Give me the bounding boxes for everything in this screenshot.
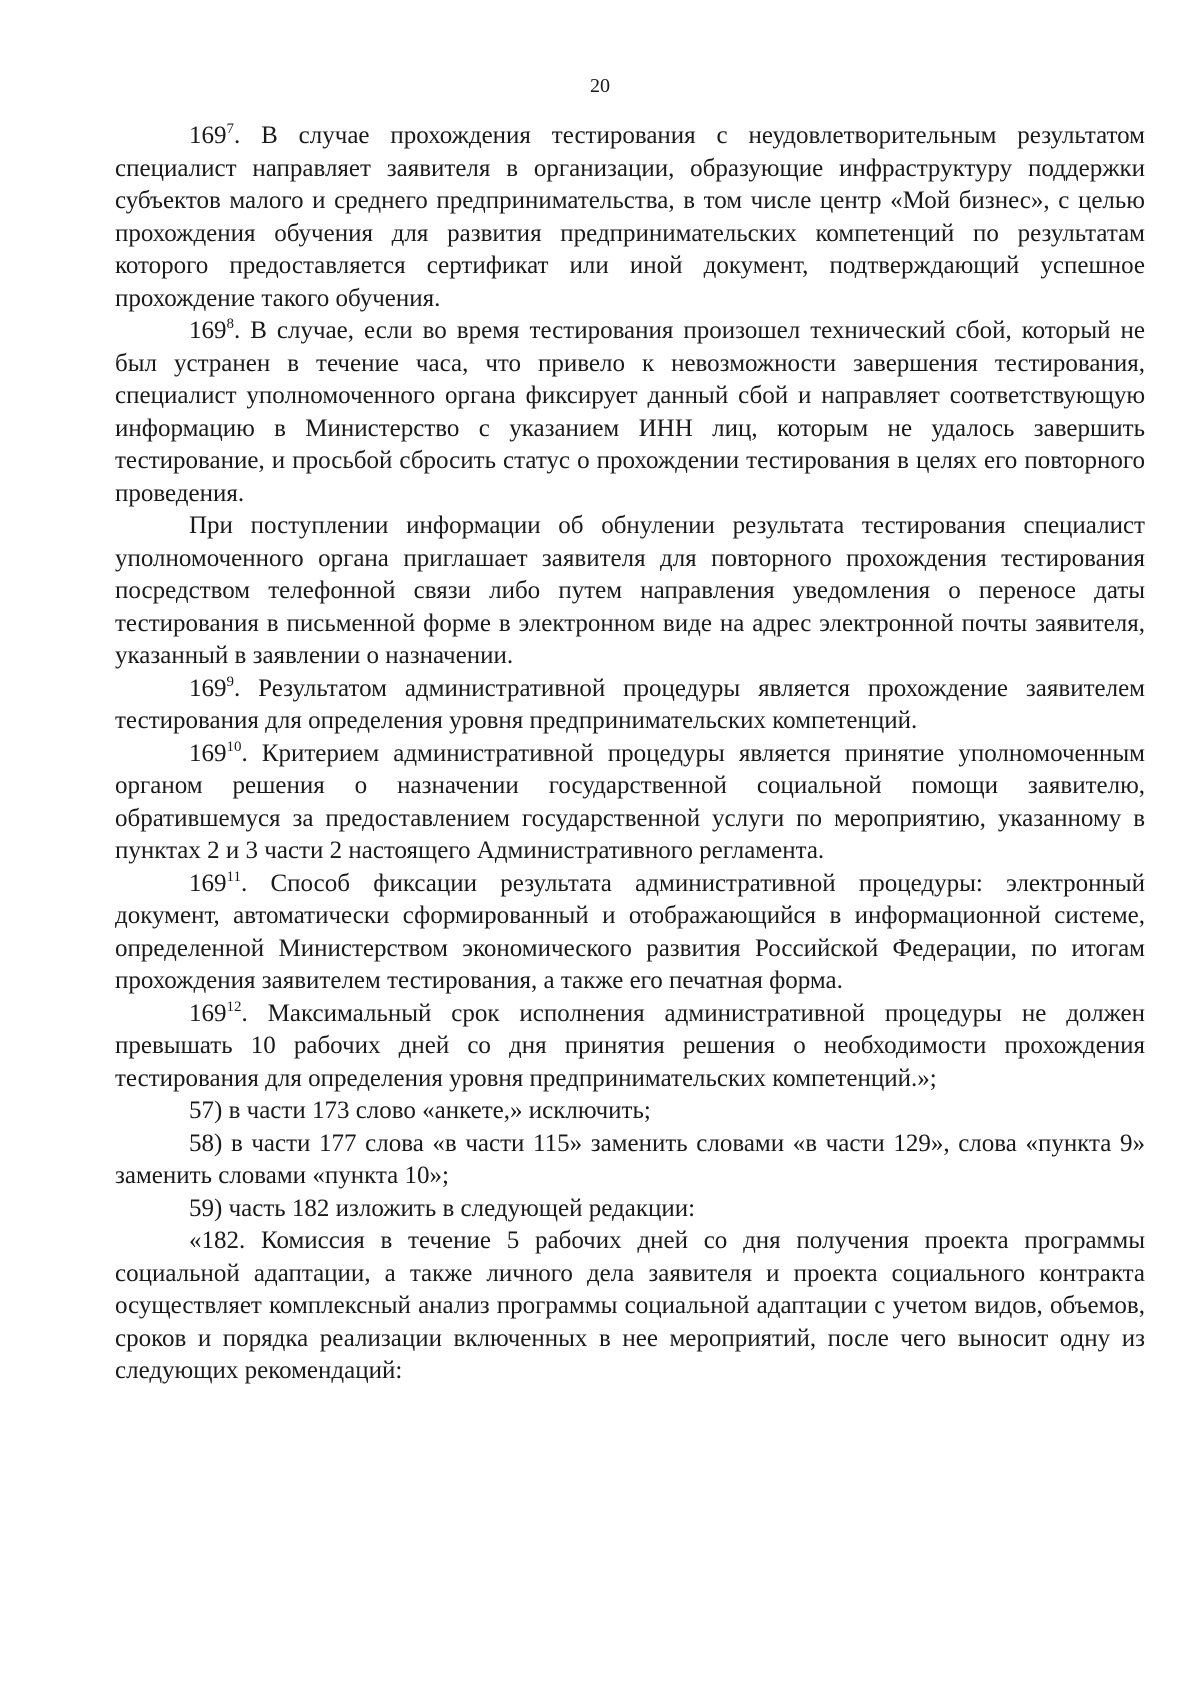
paragraph-part-182 [115, 1225, 1145, 1388]
paragraph-text: «182. Комиссия в течение 5 рабочих дней со дня получения проекта программы социальной адаптации, а также личного дела заявителя и проекта социального контракта осуществляет комплексный анализ программы социальной адаптации с учетом видов, объемов, сроков и порядка реализации включенных в нее мероприятий, после чего выносит одну из следующих рекомендаций: [115, 1227, 1145, 1384]
paragraph-169-7 [115, 120, 1145, 315]
clause-superscript: 11 [226, 868, 241, 885]
paragraph-retest-notice [115, 510, 1145, 673]
clause-number: 169 [189, 317, 227, 344]
clause-superscript: 10 [226, 738, 242, 755]
clause-number: 169 [189, 739, 227, 767]
paragraph-text: . В случае прохождения тестирования с неудовлетворительным результатом специалист направляет заявителя в организации, образующие инфраструктуру поддержки субъектов малого и среднего предпринимательства, в том числе центр «Мой бизнес», с целью прохождения обучения для развития предпринимательских компетенций по результатам которого предоставляется сертификат или иной документ, подтверждающий успешное прохождение такого обучения. [115, 122, 1145, 312]
paragraph-text: . В случае, если во время тестирования произошел технический сбой, который не был устранен в течение часа, что привело к невозможности завершения тестирования, специалист уполномоченного органа фиксирует данный сбой и направляет соответствующую информацию в Министерство с указанием ИНН лиц, которым не удалось завершить тестирование, и просьбой сбросить статус о прохождении тестирования в целях его повторного проведения. [115, 317, 1145, 507]
paragraph-169-12 [115, 998, 1145, 1096]
paragraph-text: . Результатом административной процедуры является прохождение заявителем тестирования для определения уровня предпринимательских компетенций. [115, 674, 1145, 734]
clause-superscript: 7 [226, 121, 234, 137]
clause-superscript: 12 [226, 998, 242, 1015]
clause-number: 169 [189, 869, 227, 897]
paragraph-text: 59) часть 182 изложить в следующей редакции: [189, 1194, 696, 1222]
paragraph-text: 57) в части 173 слово «анкете,» исключить; [189, 1097, 651, 1124]
paragraph-169-11 [115, 868, 1145, 998]
clause-superscript: 8 [226, 316, 234, 332]
paragraph-item-59 [115, 1193, 1145, 1226]
paragraph-169-10 [115, 738, 1145, 868]
paragraph-text: . Максимальный срок исполнения административной процедуры не должен превышать 10 рабочих дней со дня принятия решения о необходимости прохождения тестирования для определения уровня предпринимательских компетенций.»; [115, 999, 1145, 1092]
clause-superscript: 9 [226, 673, 234, 690]
page-number: 20 [590, 75, 610, 97]
paragraph-169-9 [115, 673, 1145, 738]
paragraph-text: . Способ фиксации результата административной процедуры: электронный документ, автоматически сформированный и отображающийся в информационной системе, определенной Министерством экономического развития Российской Федерации, по итогам прохождения заявителем тестирования, а также его печатная форма. [115, 869, 1145, 994]
document-body [115, 120, 1145, 1388]
paragraph-text: 58) в части 177 слова «в части 115» заменить словами «в части 129», слова «пункта 9» заменить словами «пункта 10»; [115, 1129, 1145, 1189]
paragraph-item-57 [115, 1095, 1145, 1128]
paragraph-item-58 [115, 1128, 1145, 1193]
paragraph-169-8 [115, 315, 1145, 510]
paragraph-text: . Критерием административной процедуры является принятие уполномоченным органом решения о назначении государственной социальной помощи заявителю, обратившемуся за предоставлением государственной услуги по мероприятию, указанному в пунктах 2 и 3 части 2 настоящего Административного регламента. [115, 739, 1145, 864]
clause-number: 169 [189, 999, 227, 1027]
clause-number: 169 [189, 674, 227, 702]
paragraph-text: При поступлении информации об обнулении результата тестирования специалист уполномоченного органа приглашает заявителя для повторного прохождения тестирования посредством телефонной связи либо путем направления уведомления о переносе даты тестирования в письменной форме в электронном виде на адрес электронной почты заявителя, указанный в заявлении о назначении. [115, 512, 1145, 669]
clause-number: 169 [189, 122, 227, 149]
